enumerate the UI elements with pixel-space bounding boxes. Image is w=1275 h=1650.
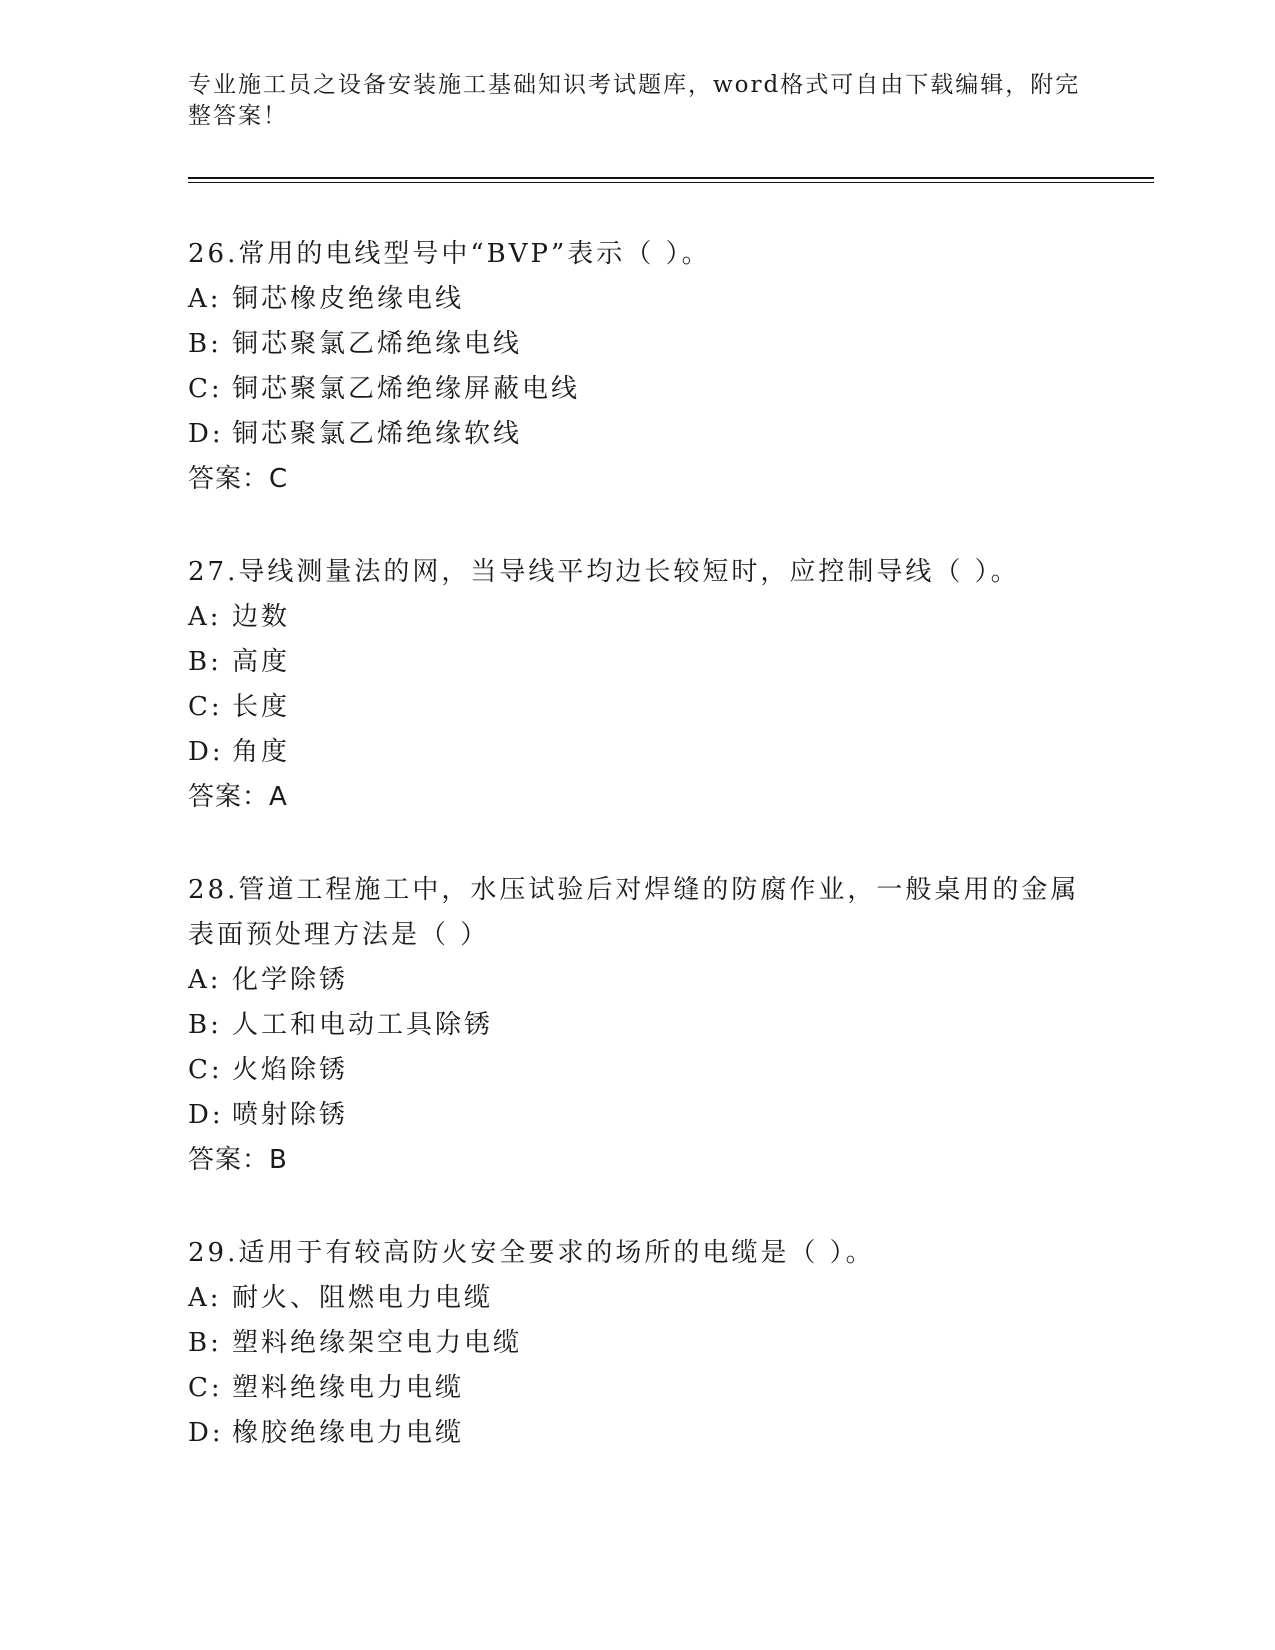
option-text: 铜芯橡皮绝缘电线 — [232, 284, 465, 314]
option-d — [188, 412, 1088, 457]
option-b — [188, 1321, 1088, 1366]
question-stem: 27.导线测量法的网，当导线平均边长较短时，应控制导线（ ）。 — [188, 557, 1020, 587]
question-stem: 28.管道工程施工中，水压试验后对焊缝的防腐作业，一般桌用的金属表面预处理方法是（ ） — [188, 875, 1080, 950]
option-letter: A: — [188, 284, 222, 314]
option-text: 喷射除锈 — [232, 1100, 349, 1130]
option-text: 铜芯聚氯乙烯绝缘电线 — [232, 329, 523, 359]
option-text: 塑料绝缘架空电力电缆 — [232, 1328, 523, 1358]
question-29 — [188, 1231, 1088, 1456]
option-letter: B: — [188, 1010, 222, 1040]
option-b — [188, 322, 1088, 367]
header-divider-thin — [188, 182, 1154, 183]
option-letter: D: — [188, 419, 224, 449]
question-28 — [188, 868, 1088, 1183]
option-text: 长度 — [232, 692, 291, 722]
header-divider-thick — [188, 177, 1154, 179]
option-c — [188, 685, 1088, 730]
option-d — [188, 730, 1088, 775]
option-letter: C: — [188, 1055, 223, 1085]
option-c — [188, 367, 1088, 412]
option-text: 化学除锈 — [232, 965, 349, 995]
option-letter: D: — [188, 1100, 224, 1130]
option-b — [188, 640, 1088, 685]
option-a — [188, 277, 1088, 322]
document-header: 专业施工员之设备安装施工基础知识考试题库，word格式可自由下载编辑，附完整答案！ — [188, 72, 1081, 129]
question-26 — [188, 232, 1088, 502]
option-letter: B: — [188, 1328, 222, 1358]
option-a — [188, 958, 1088, 1003]
question-stem: 26.常用的电线型号中“BVP”表示（ ）。 — [188, 239, 711, 269]
option-letter: C: — [188, 1373, 223, 1403]
option-text: 塑料绝缘电力电缆 — [232, 1373, 465, 1403]
option-text: 铜芯聚氯乙烯绝缘屏蔽电线 — [232, 374, 581, 404]
option-a — [188, 1276, 1088, 1321]
option-letter: B: — [188, 329, 222, 359]
option-b — [188, 1003, 1088, 1048]
option-text: 铜芯聚氯乙烯绝缘软线 — [232, 419, 523, 449]
option-letter: B: — [188, 647, 222, 677]
answer-text: 答案：C — [188, 464, 289, 494]
option-text: 高度 — [232, 647, 291, 677]
answer-text: 答案：B — [188, 1145, 288, 1175]
option-d — [188, 1411, 1088, 1456]
question-list — [188, 232, 1088, 1504]
answer-text: 答案：A — [188, 782, 288, 812]
option-letter: C: — [188, 374, 223, 404]
option-text: 角度 — [232, 737, 291, 767]
option-letter: A: — [188, 602, 222, 632]
option-letter: A: — [188, 1283, 222, 1313]
option-text: 橡胶绝缘电力电缆 — [232, 1418, 465, 1448]
option-c — [188, 1048, 1088, 1093]
option-text: 人工和电动工具除锈 — [232, 1010, 494, 1040]
option-c — [188, 1366, 1088, 1411]
option-text: 耐火、阻燃电力电缆 — [232, 1283, 494, 1313]
option-letter: D: — [188, 1418, 224, 1448]
option-letter: D: — [188, 737, 224, 767]
option-text: 边数 — [232, 602, 291, 632]
question-stem: 29.适用于有较高防火安全要求的场所的电缆是（ ）。 — [188, 1238, 875, 1268]
question-27 — [188, 550, 1088, 820]
option-letter: A: — [188, 965, 222, 995]
option-text: 火焰除锈 — [232, 1055, 349, 1085]
option-d — [188, 1093, 1088, 1138]
option-letter: C: — [188, 692, 223, 722]
option-a — [188, 595, 1088, 640]
